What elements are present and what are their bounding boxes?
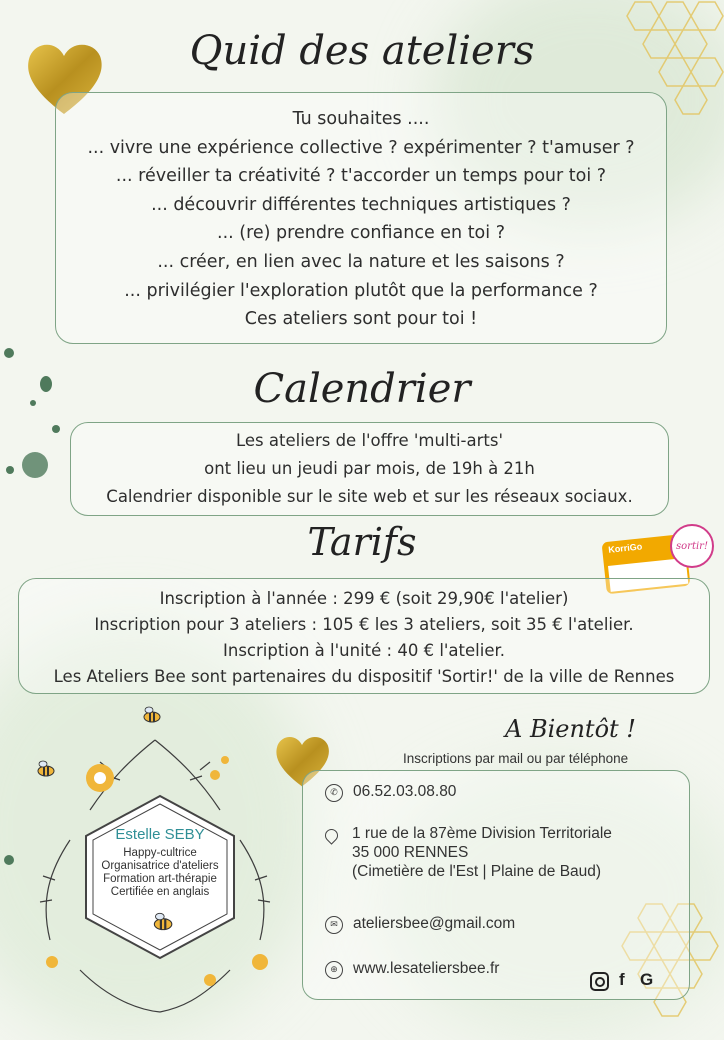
section-title-ateliers: Quid des ateliers	[189, 28, 535, 74]
bee-icon	[140, 706, 162, 724]
sortir-logo-text: sortir!	[676, 540, 708, 552]
contact-address-row	[325, 824, 612, 881]
globe-icon: ⊕	[325, 961, 343, 979]
ateliers-line: ... créer, en lien avec la nature et les saisons ?	[157, 251, 565, 272]
ateliers-line: ... découvrir différentes techniques artistiques ?	[151, 194, 571, 215]
calendrier-box	[70, 422, 669, 516]
profile-card	[80, 826, 240, 899]
instagram-icon[interactable]	[590, 972, 609, 991]
ink-splash	[4, 348, 14, 358]
contact-email[interactable]: ateliersbee@gmail.com	[353, 915, 516, 932]
bee-icon	[150, 912, 174, 932]
instagram-lens	[595, 977, 605, 987]
bee-icon	[34, 760, 56, 778]
ateliers-line: ... privilégier l'exploration plutôt que la performance ?	[124, 280, 598, 301]
ateliers-line: ... vivre une expérience collective ? expérimenter ? t'amuser ?	[87, 137, 635, 158]
address-line: (Cimetière de l'Est | Plaine de Baud)	[352, 863, 602, 880]
ateliers-line: Tu souhaites ....	[292, 109, 430, 129]
profile-role: Happy-cultrice	[123, 847, 197, 859]
contact-phone-row	[325, 782, 456, 802]
contact-email-row	[325, 914, 515, 934]
section-title-tarifs: Tarifs	[307, 520, 417, 564]
email-icon: ✉	[325, 916, 343, 934]
tarifs-line: Inscription pour 3 ateliers : 105 € les 3 ateliers, soit 35 € l'atelier.	[94, 615, 634, 634]
calendrier-line: Les ateliers de l'offre 'multi-arts'	[236, 431, 503, 450]
contact-website-row	[325, 959, 499, 979]
profile-role: Formation art-thérapie	[103, 873, 217, 885]
contact-address	[352, 824, 612, 881]
closing-title: A Bientôt !	[505, 715, 636, 743]
address-line: 35 000 RENNES	[352, 844, 469, 861]
calendrier-line: Calendrier disponible sur le site web et sur les réseaux sociaux.	[106, 487, 633, 506]
ateliers-line: Ces ateliers sont pour toi !	[244, 309, 478, 330]
korrigo-brand: KorriGo	[607, 541, 643, 555]
ink-splash	[22, 452, 48, 478]
ateliers-line: ... (re) prendre confiance en toi ?	[217, 223, 505, 244]
sortir-logo	[670, 524, 714, 568]
ink-splash	[6, 466, 14, 474]
ateliers-line: ... réveiller ta créativité ? t'accorder un temps pour toi ?	[115, 166, 607, 187]
tarifs-text	[19, 586, 709, 690]
profile-role: Organisatrice d'ateliers	[101, 860, 219, 872]
contact-phone[interactable]: 06.52.03.08.80	[353, 783, 457, 800]
google-icon[interactable]: G	[640, 970, 654, 989]
facebook-icon[interactable]: f	[619, 970, 625, 989]
calendrier-text	[71, 427, 668, 511]
section-title-calendrier: Calendrier	[253, 366, 471, 412]
ink-splash	[52, 425, 60, 433]
tarifs-box	[18, 578, 710, 694]
closing-subtitle: Inscriptions par mail ou par téléphone	[403, 751, 629, 766]
phone-icon: ✆	[325, 784, 343, 802]
tarifs-line: Les Ateliers Bee sont partenaires du dispositif 'Sortir!' de la ville de Rennes	[53, 667, 675, 686]
address-line: 1 rue de la 87ème Division Territoriale	[352, 825, 612, 842]
calendrier-line: ont lieu un jeudi par mois, de 19h à 21h	[204, 459, 535, 478]
location-icon	[322, 826, 340, 844]
contact-website[interactable]: www.lesateliersbee.fr	[353, 960, 500, 977]
tarifs-line: Inscription à l'unité : 40 € l'atelier.	[223, 641, 505, 660]
tarifs-line: Inscription à l'année : 299 € (soit 29,90€ l'atelier)	[159, 589, 569, 608]
ateliers-text	[56, 105, 666, 334]
ateliers-box	[55, 92, 667, 344]
profile-name: Estelle SEBY	[115, 826, 205, 843]
profile-role: Certifiée en anglais	[110, 886, 210, 898]
